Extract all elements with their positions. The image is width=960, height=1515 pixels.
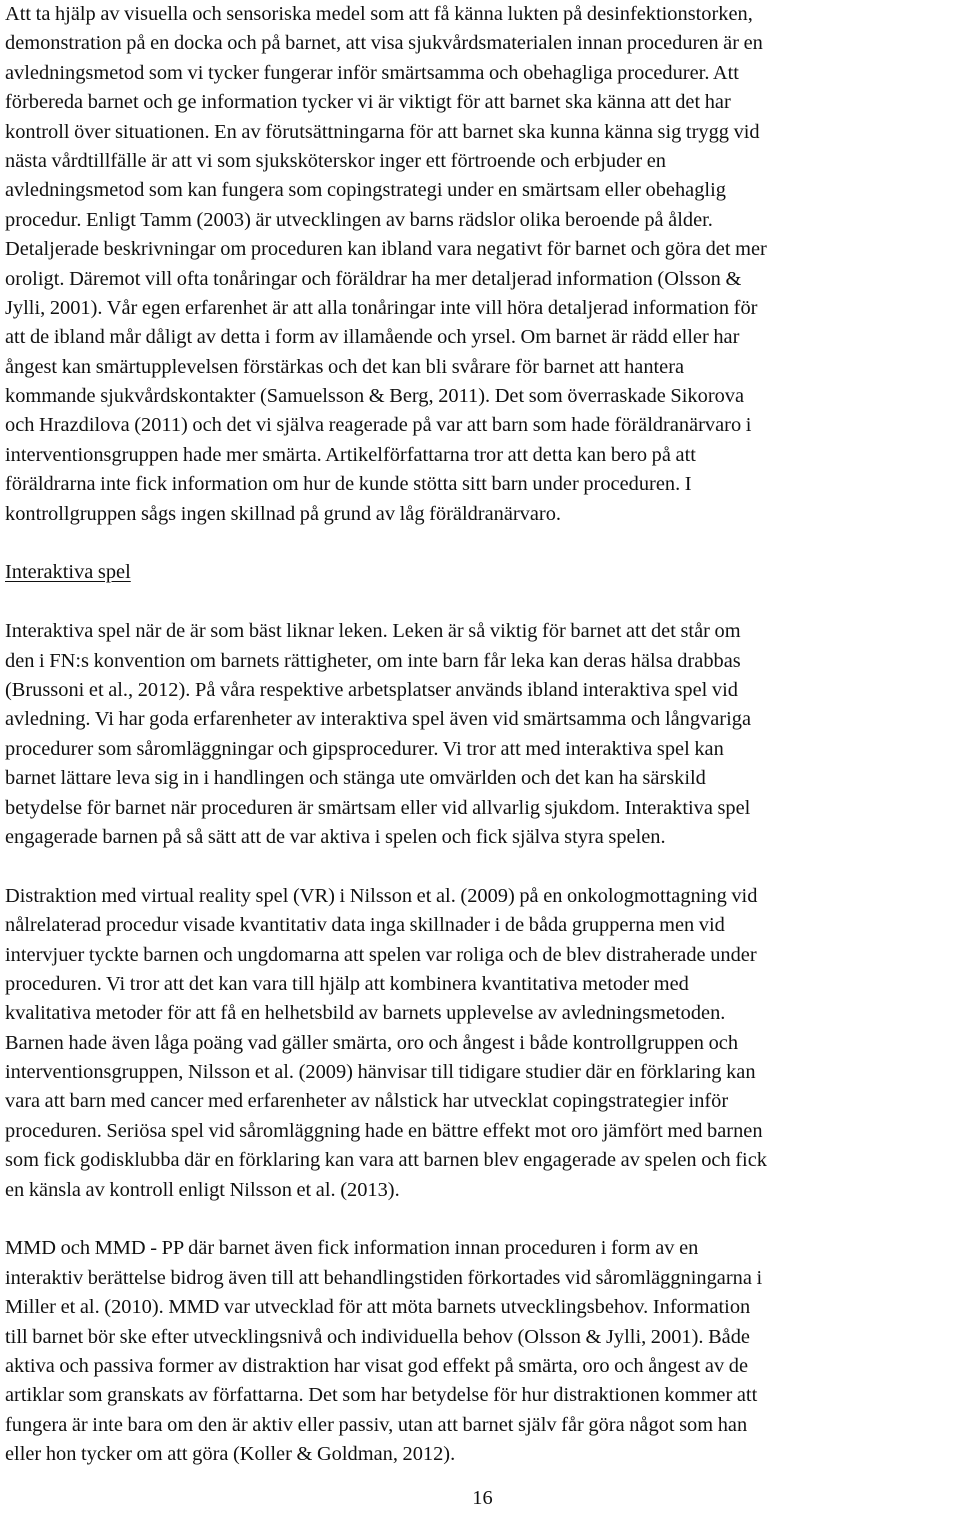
text-line: fungera är inte bara om den är aktiv eller passiv, utan att barnet själv får göra något som han — [5, 1413, 748, 1436]
paragraph-interactive-games — [5, 617, 960, 852]
text-line: vara att barn med cancer med erfarenheter av nålstick har utvecklat copingstrategier inför — [5, 1090, 729, 1113]
paragraph-spacer — [5, 1205, 960, 1234]
section-heading: Interaktiva spel — [5, 561, 131, 584]
text-line: en känsla av kontroll enligt Nilsson et al. (2013). — [5, 1178, 400, 1201]
text-line: procedur. Enligt Tamm (2003) är utvecklingen av barns rädslor olika beroende på ålder. — [5, 208, 713, 231]
paragraph-spacer — [5, 588, 960, 617]
paragraph-intro — [5, 0, 960, 529]
text-line: förbereda barnet och ge information tycker vi är viktigt för att barnet ska känna att det har — [5, 91, 731, 114]
text-line: aktiva och passiva former av distraktion har visat god effekt på smärta, oro och ångest av de — [5, 1354, 748, 1377]
text-line: avledningsmetod som vi tycker fungerar inför smärtsamma och obehagliga procedurer. Att — [5, 61, 739, 84]
text-line: intervjuer tyckte barnen och ungdomarna att spelen var roliga och de blev distraherade under — [5, 943, 757, 966]
text-line: som fick godisklubba där en förklaring kan vara att barnen blev engagerade av spelen och fick — [5, 1149, 767, 1172]
text-line: nålrelaterad procedur visade kvantitativ data inga skillnader i de båda grupperna men vid — [5, 914, 725, 937]
paragraph-virtual-reality — [5, 882, 960, 1205]
paragraph-spacer — [5, 852, 960, 881]
text-line: demonstration på en docka och på barnet, att visa sjukvårdsmaterialen innan proceduren är en — [5, 32, 763, 55]
paragraph-mmd — [5, 1234, 960, 1469]
text-line: artiklar som granskats av författarna. Det som har betydelse för hur distraktionen kommer att — [5, 1384, 758, 1407]
text-line: interaktiv berättelse bidrog även till att behandlingstiden förkortades vid såromläggningarna i — [5, 1266, 763, 1289]
text-line: att de ibland mår dåligt av detta i form av illamående och yrsel. Om barnet är rädd eller har — [5, 326, 740, 349]
section-heading-block — [5, 558, 960, 587]
text-line: Detaljerade beskrivningar om proceduren kan ibland vara negativt för barnet och göra det mer — [5, 238, 767, 261]
page-number: 16 — [472, 1487, 493, 1509]
text-line: föräldrarna inte fick information om hur de kunde stötta sitt barn under proceduren. I — [5, 473, 692, 496]
text-line: barnet lättare leva sig in i handlingen och stänga ute omvärlden och det kan ha särskild — [5, 767, 706, 790]
text-line: MMD och MMD - PP där barnet även fick information innan proceduren i form av en — [5, 1237, 699, 1260]
text-line: och Hrazdilova (2011) och det vi själva reagerade på var att barn som hade föräldranärvaro i — [5, 414, 752, 437]
text-line: interventionsgruppen, Nilsson et al. (2009) hänvisar till tidigare studier där en förklaring kan — [5, 1061, 756, 1084]
text-line: Att ta hjälp av visuella och sensoriska medel som att få känna lukten på desinfektionstorken, — [5, 3, 753, 25]
text-line: kontrollgruppen sågs ingen skillnad på grund av låg föräldranärvaro. — [5, 502, 562, 525]
text-line: kvalitativa metoder för att få en helhetsbild av barnets upplevelse av avledningsmetoden. — [5, 1002, 726, 1025]
text-line: avledning. Vi har goda erfarenheter av interaktiva spel även vid smärtsamma och långvariga — [5, 708, 751, 731]
text-line: Jylli, 2001). Vår egen erfarenhet är att alla tonåringar inte vill höra detaljerad information för — [5, 296, 758, 319]
text-line: den i FN:s konvention om barnets rättigheter, om inte barn får leka kan deras hälsa drabbas — [5, 649, 741, 672]
text-line: Barnen hade även låga poäng vad gäller smärta, oro och ångest i både kontrollgruppen och — [5, 1031, 739, 1054]
text-line: oroligt. Däremot vill ofta tonåringar och föräldrar ha mer detaljerad information (Olsson & — [5, 267, 742, 290]
text-line: proceduren. Seriösa spel vid såromläggning hade en bättre effekt mot oro jämfört med barnen — [5, 1119, 763, 1142]
paragraph-spacer — [5, 529, 960, 558]
text-line: Miller et al. (2010). MMD var utvecklad för att möta barnets utvecklingsbehov. Information — [5, 1296, 751, 1319]
text-line: kontroll över situationen. En av förutsättningarna för att barnet ska kunna känna sig trygg vid — [5, 120, 760, 143]
text-line: engagerade barnen på så sätt att de var aktiva i spelen och fick själva styra spelen. — [5, 825, 666, 848]
text-line: avledningsmetod som kan fungera som copingstrategi under en smärtsam eller obehaglig — [5, 179, 726, 202]
text-line: kommande sjukvårdskontakter (Samuelsson & Berg, 2011). Det som överraskade Sikorova — [5, 385, 745, 408]
text-line: interventionsgruppen hade mer smärta. Artikelförfattarna tror att detta kan bero på att — [5, 443, 696, 466]
text-line: till barnet bör ske efter utvecklingsnivå och individuella behov (Olsson & Jylli, 2001). Både — [5, 1325, 750, 1348]
text-line: ångest kan smärtupplevelsen förstärkas och det kan bli svårare för barnet att hantera — [5, 355, 685, 378]
text-line: betydelse för barnet när proceduren är smärtsam eller vid allvarlig sjukdom. Interaktiva spel — [5, 796, 751, 819]
text-line: proceduren. Vi tror att det kan vara till hjälp att kombinera kvantitativa metoder med — [5, 972, 689, 995]
text-line: Interaktiva spel när de är som bäst liknar leken. Leken är så viktig för barnet att det står om — [5, 620, 741, 643]
text-line: nästa vårdtillfälle är att vi som sjuksköterskor inger ett förtroende och erbjuder en — [5, 149, 667, 172]
text-line: eller hon tycker om att göra (Koller & Goldman, 2012). — [5, 1443, 456, 1466]
text-line: Distraktion med virtual reality spel (VR) i Nilsson et al. (2009) på en onkologmottagning vid — [5, 884, 758, 907]
document-page — [5, 0, 960, 1515]
text-line: (Brussoni et al., 2012). På våra respektive arbetsplatser används ibland interaktiva spel vid — [5, 678, 738, 701]
text-line: procedurer som såromläggningar och gipsprocedurer. Vi tror att med interaktiva spel kan — [5, 737, 724, 760]
